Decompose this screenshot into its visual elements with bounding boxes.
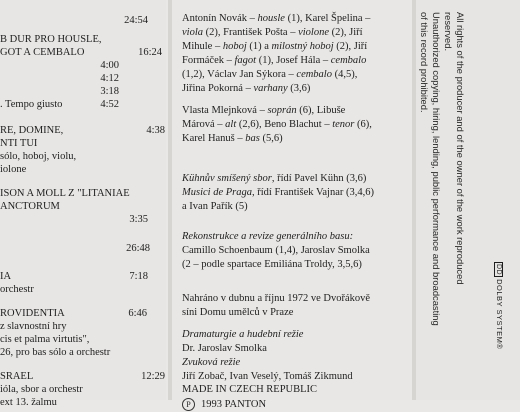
- track-scoring: orchestr: [0, 284, 34, 295]
- track-scoring: z slavnostní hry: [0, 321, 67, 332]
- credit-line: Formáček – fagot (1), Josef Hála – cembalo: [182, 55, 367, 66]
- track-scoring: ext 13. žalmu: [0, 397, 57, 408]
- track-title: NTI TUI: [0, 138, 38, 149]
- dolby-logo: [494, 262, 504, 349]
- rights-panel: [416, 0, 520, 400]
- track-time: 24:54: [124, 15, 148, 26]
- credit-line: (1,2), Václav Jan Sýkora – cembalo (4,5),: [182, 69, 358, 80]
- track-time: 4:38: [146, 125, 165, 136]
- credit-line: Nahráno v dubnu a říjnu 1972 ve Dvořákově: [182, 293, 371, 304]
- track-time: 3:35: [129, 214, 148, 225]
- movement-time: 4:12: [100, 73, 119, 84]
- rights-line: reserved.: [443, 12, 454, 52]
- credit-line: Márová – alt (2,6), Beno Blachut – tenor (6),: [182, 119, 372, 130]
- track-title: B DUR PRO HOUSLE,: [0, 34, 102, 45]
- credit-line: viola (2), František Pošta – violone (2), Jiří: [182, 27, 363, 38]
- movement-time: 4:00: [100, 60, 119, 71]
- performers-section: [182, 12, 408, 96]
- track-title: IA: [0, 271, 12, 282]
- track-scoring: sólo, hoboj, violu,: [0, 151, 77, 162]
- track-scoring: iolone: [0, 164, 27, 175]
- credit-line: Zvuková režie: [182, 357, 241, 368]
- recording-section: [182, 292, 408, 320]
- phonogram-symbol-icon: P: [182, 398, 195, 411]
- track-time: 16:24: [138, 47, 162, 58]
- track-title: RE, DOMINE,: [0, 125, 64, 136]
- registered-mark: ®: [495, 343, 504, 350]
- track-scoring: ióla, sbor a orchestr: [0, 384, 83, 395]
- credit-line: Jiřina Pokorná – varhany (3,6): [182, 83, 311, 94]
- dolby-text: DOLBY SYSTEM: [495, 279, 504, 344]
- credit-line: Camillo Schoenbaum (1,4), Jaroslav Smolka: [182, 245, 370, 256]
- rights-line: All rights of the producer and of the owner of the work reproduced: [455, 12, 466, 285]
- credits-panel: [172, 0, 410, 410]
- track-title: ANCTORUM: [0, 201, 60, 212]
- copyright-text: 1993 PANTON: [201, 399, 267, 410]
- track-title: SRAEL: [0, 371, 34, 382]
- rights-line: Unauthorized copying, hiring, lending, public performance and broadcasting: [431, 12, 442, 326]
- track-title: GOT A CEMBALO: [0, 47, 85, 58]
- movement-time: 4:52: [100, 99, 119, 110]
- movement-title: . Tempo giusto: [0, 99, 63, 110]
- made-in: MADE IN CZECH REPUBLIC: [182, 384, 318, 395]
- copyright-line: [182, 398, 408, 412]
- credit-line: Dramaturgie a hudební režie: [182, 329, 304, 340]
- production-section: [182, 328, 408, 384]
- credit-line: síni Domu umělců v Praze: [182, 307, 294, 318]
- credit-line: Mihule – hoboj (1) a milostný hoboj (2), Jiří: [182, 41, 368, 52]
- track-title: ROVIDENTIA: [0, 308, 65, 319]
- movement-time: 3:18: [100, 86, 119, 97]
- credit-line: Dr. Jaroslav Smolka: [182, 343, 267, 354]
- dolby-dd-icon: DD: [495, 264, 502, 276]
- reconstruction-section: [182, 230, 408, 272]
- side-time: 26:48: [126, 243, 150, 254]
- track-scoring: cis et palma virtutis",: [0, 334, 90, 345]
- track-title: ISON A MOLL Z "LITANIAE: [0, 188, 130, 199]
- track-time: 7:18: [129, 271, 148, 282]
- track-time: 6:46: [128, 308, 147, 319]
- credit-line: Jiří Zobač, Ivan Veselý, Tomáš Zikmund: [182, 371, 353, 382]
- credit-line: Antonín Novák – housle (1), Karel Špelina –: [182, 13, 371, 24]
- credit-line: Karel Hanuš – bas (5,6): [182, 133, 283, 144]
- credit-line: (2 – podle spartace Emiliána Troldy, 3,5,6): [182, 259, 362, 270]
- credit-line: Musici de Praga, řídí František Vajnar (3,4,6): [182, 187, 374, 198]
- credit-line: Kühnův smíšený sbor, řídí Pavel Kühn (3,6): [182, 173, 367, 184]
- tracklist-panel: [0, 0, 166, 408]
- singers-section: [182, 104, 408, 146]
- choirs-section: [182, 172, 408, 214]
- rights-line: of this record prohibited.: [419, 12, 430, 113]
- track-time: 12:29: [141, 371, 165, 382]
- credit-line: Vlasta Mlejnková – soprán (6), Libuše: [182, 105, 346, 116]
- credit-line: a Ivan Pařík (5): [182, 201, 248, 212]
- credit-line: Rekonstrukce a revize generálního basu:: [182, 231, 354, 242]
- track-scoring: 26, pro bas sólo a orchestr: [0, 347, 111, 358]
